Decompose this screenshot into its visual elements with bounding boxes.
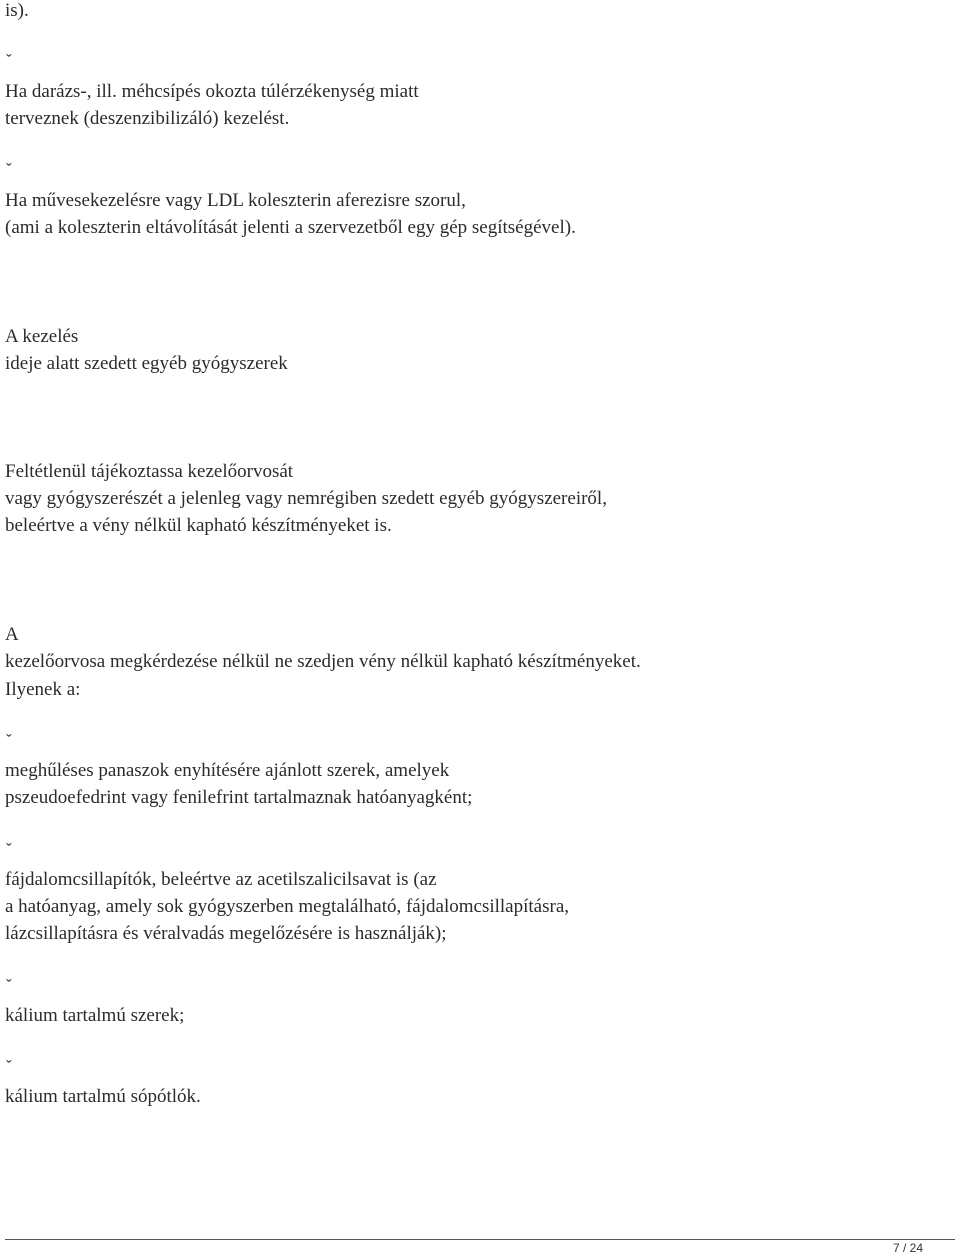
- list-item-text: pszeudoefedrint vagy fenilefrint tartalmaznak hatóanyagként;: [5, 787, 473, 808]
- bullet-marker: ˇ: [6, 160, 12, 179]
- text-line: (ami a koleszterin eltávolítását jelenti a szervezetből egy gép segítségével).: [5, 217, 576, 238]
- list-item-text: kálium tartalmú sópótlók.: [5, 1086, 201, 1107]
- text-line: vagy gyógyszerészét a jelenleg vagy nemrégiben szedett egyéb gyógyszereiről,: [5, 488, 607, 509]
- page-number: 7 / 24: [892, 1241, 923, 1255]
- bullet-marker: ˇ: [6, 731, 12, 750]
- bullet-marker: ˇ: [6, 976, 12, 995]
- text-line: Ha művesekezelésre vagy LDL koleszterin aferezisre szorul,: [5, 190, 466, 211]
- text-line: terveznek (deszenzibilizáló) kezelést.: [5, 108, 290, 129]
- list-item-text: lázcsillapításra és véralvadás megelőzésére is használják);: [5, 923, 447, 944]
- list-item-text: fájdalomcsillapítók, beleértve az acetilszalicilsavat is (az: [5, 869, 437, 890]
- bullet-marker: ˇ: [6, 51, 12, 70]
- text-line: Ha darázs-, ill. méhcsípés okozta túlérzékenység miatt: [5, 81, 419, 102]
- text-line: Ilyenek a:: [5, 679, 81, 700]
- footer-divider: [5, 1239, 955, 1240]
- list-item-text: meghűléses panaszok enyhítésére ajánlott szerek, amelyek: [5, 760, 450, 781]
- text-line: A: [5, 624, 19, 645]
- section-heading: A kezelés: [5, 326, 79, 347]
- text-line: Feltétlenül tájékoztassa kezelőorvosát: [5, 461, 294, 482]
- text-line: is).: [5, 0, 29, 21]
- list-item-text: kálium tartalmú szerek;: [5, 1005, 185, 1026]
- text-line: beleértve a vény nélkül kapható készítményeket is.: [5, 515, 392, 536]
- list-item-text: a hatóanyag, amely sok gyógyszerben megtalálható, fájdalomcsillapításra,: [5, 896, 569, 917]
- bullet-marker: ˇ: [6, 1057, 12, 1076]
- section-heading: ideje alatt szedett egyéb gyógyszerek: [5, 353, 288, 374]
- bullet-marker: ˇ: [6, 840, 12, 859]
- text-line: kezelőorvosa megkérdezése nélkül ne szedjen vény nélkül kapható készítményeket.: [5, 651, 641, 672]
